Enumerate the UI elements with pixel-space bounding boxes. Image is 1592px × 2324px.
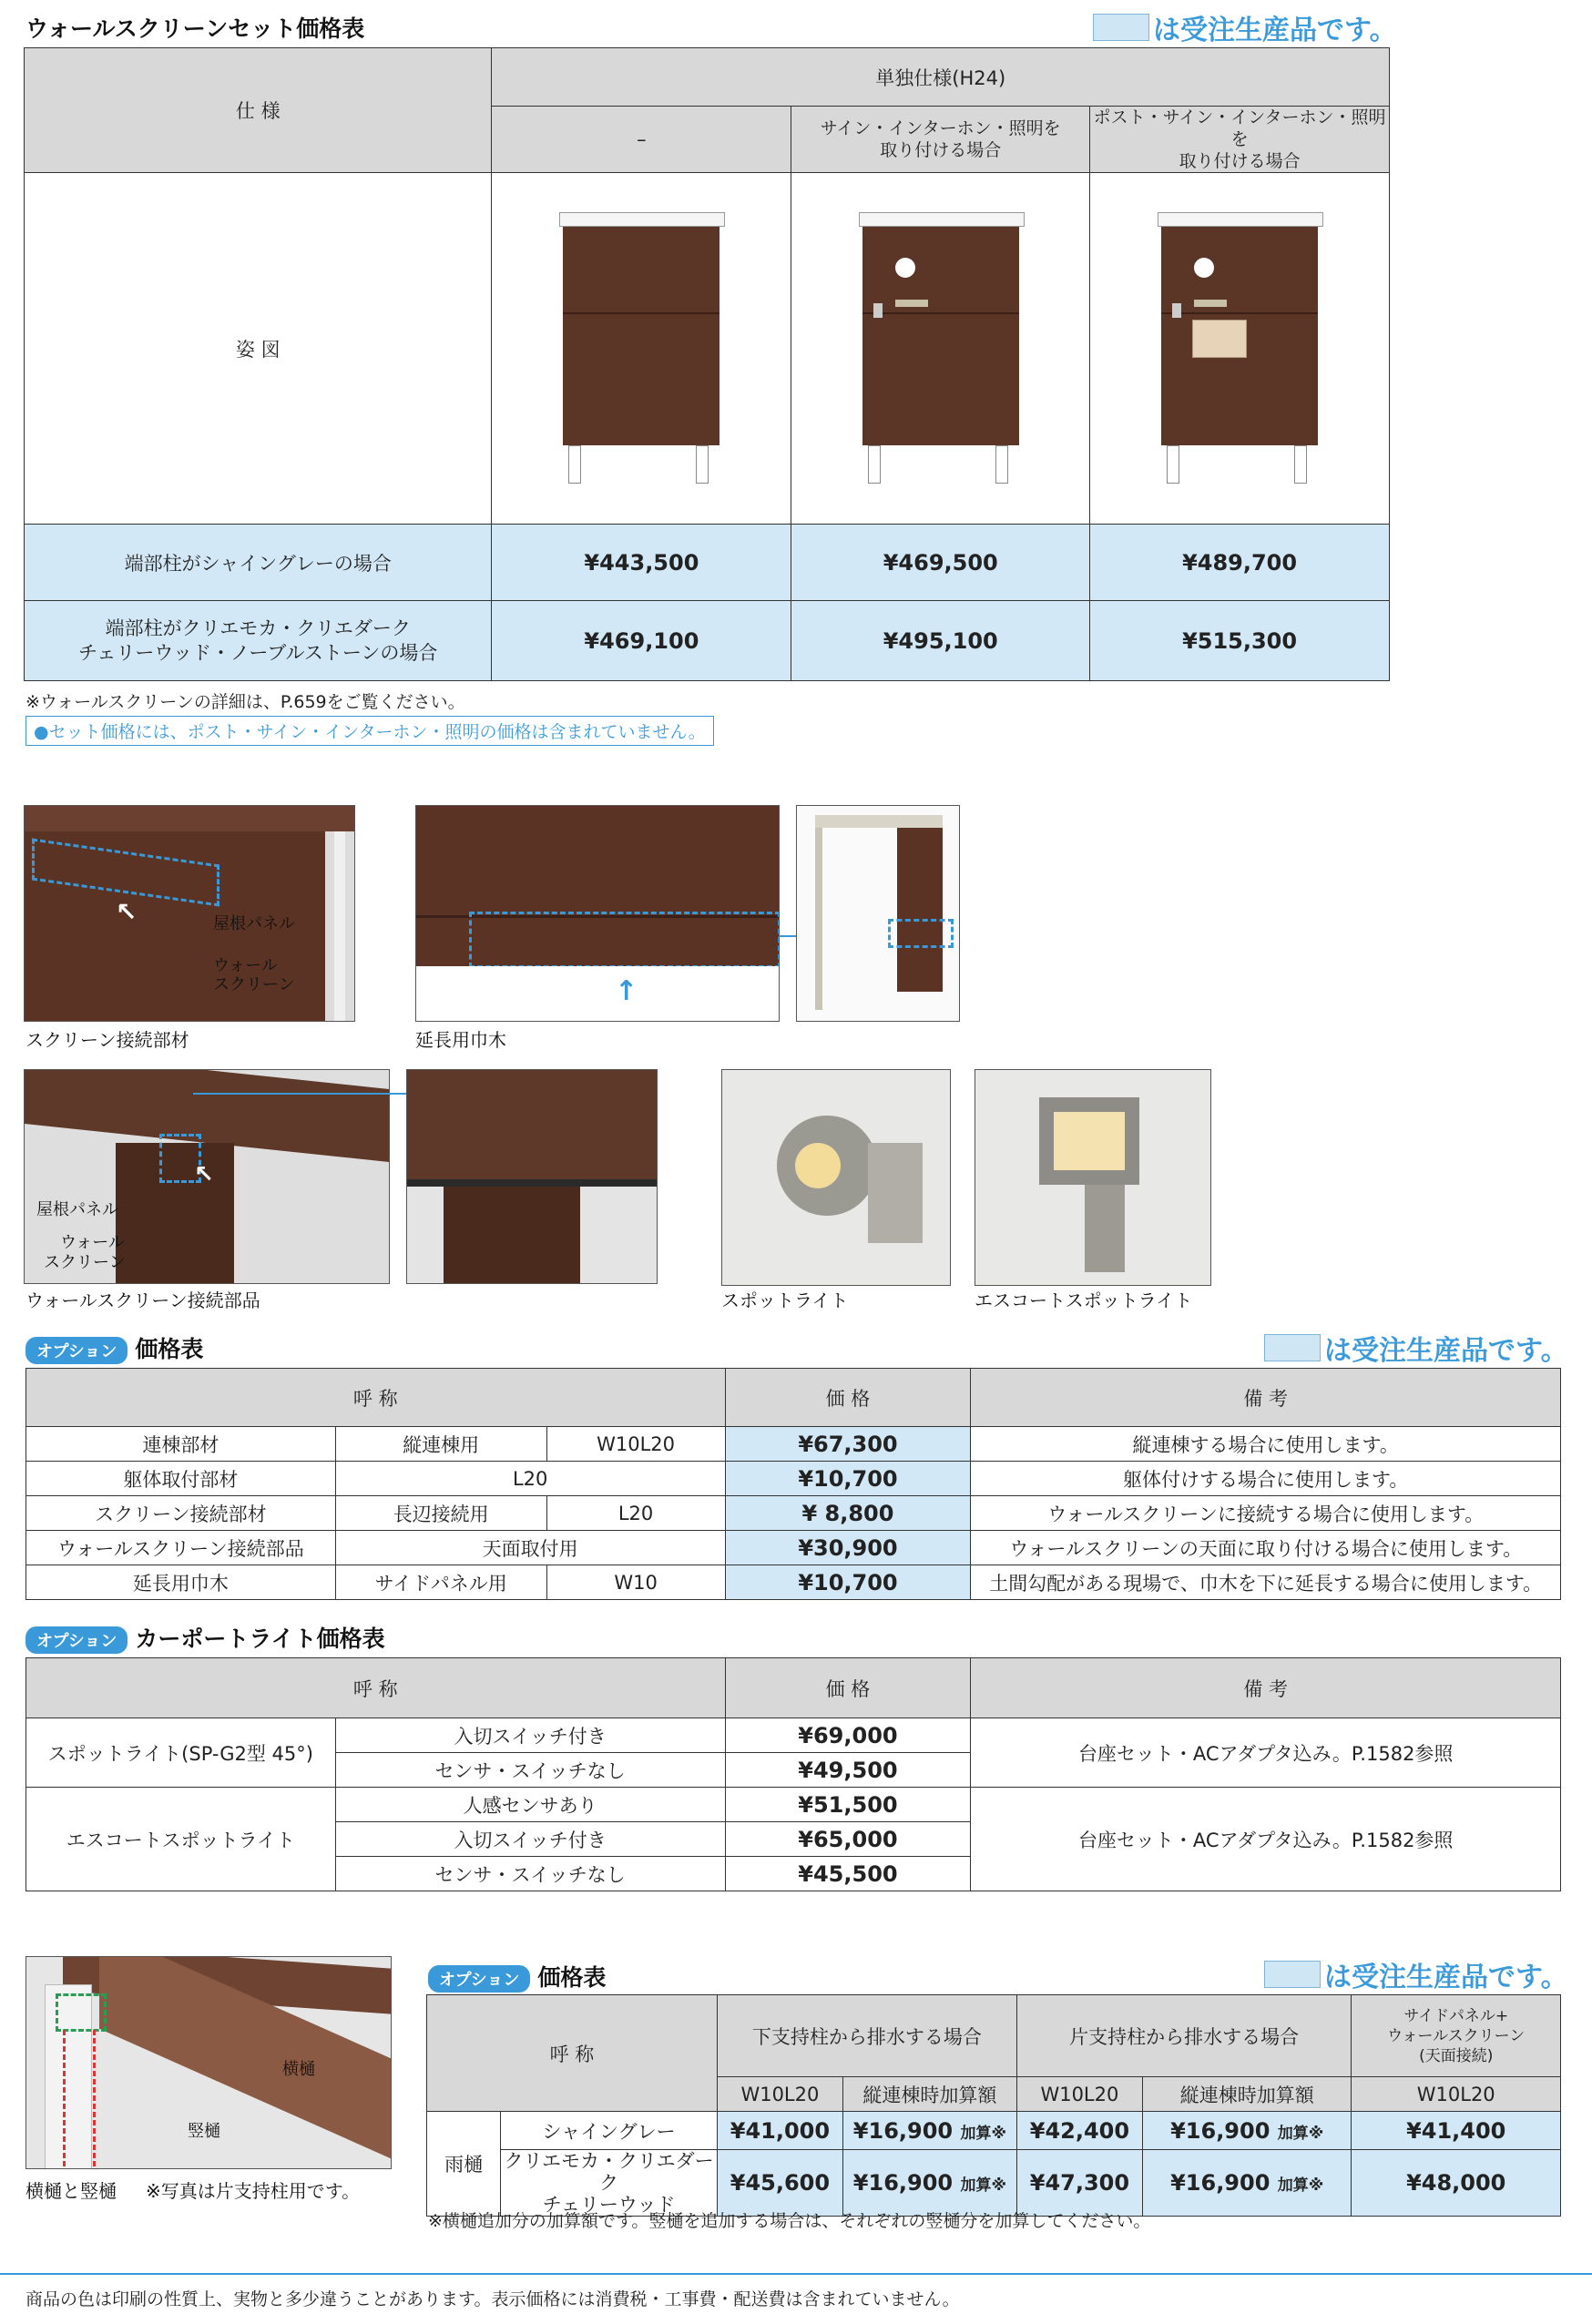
opt1-r2-remark: 躯体付けする場合に使用します。 <box>971 1462 1561 1496</box>
opt1-r3-a: スクリーン接続部材 <box>26 1496 336 1531</box>
row2-price-3: ¥515,300 <box>1090 601 1390 681</box>
row1-v2-suffix: 加算※ <box>960 2124 1006 2143</box>
spotlight-lens <box>795 1143 841 1188</box>
opt1-r1-price: ¥67,300 <box>725 1427 971 1462</box>
row2-label-line2: チェリーウッド・ノーブルストーンの場合 <box>78 641 438 664</box>
opt1-r4-a: ウォールスクリーン接続部品 <box>26 1531 336 1565</box>
set-note-1: ※ウォールスクリーンの詳細は、P.659をご覧ください。 <box>26 692 465 712</box>
sub-w-2: W10L20 <box>1016 2077 1142 2112</box>
h-panel-line2: ウォールスクリーン <box>1387 2026 1526 2045</box>
made-to-order-swatch <box>1093 14 1149 41</box>
option2-title: カーポートライト価格表 <box>135 1626 385 1652</box>
row1-v4-price: ¥16,900 <box>1170 2117 1271 2144</box>
opt1-r4-b: 天面取付用 <box>335 1531 725 1565</box>
opt1-r5-c: W10 <box>546 1565 725 1600</box>
row1-price-1: ¥443,500 <box>492 525 791 601</box>
escort-r2-b: 入切スイッチ付き <box>335 1822 725 1857</box>
h-remark: 備 考 <box>971 1369 1561 1427</box>
sub-w-1: W10L20 <box>717 2077 842 2112</box>
roof-panel-detail <box>407 1070 657 1179</box>
h-panel <box>1352 1995 1561 2077</box>
h-lower: 下支持柱から排水する場合 <box>717 1995 1016 2077</box>
escort-lens <box>1054 1112 1125 1170</box>
row2-v3: ¥47,300 <box>1016 2150 1142 2217</box>
row2-v2 <box>842 2150 1016 2217</box>
screen-post-left <box>1167 445 1179 484</box>
made-to-order-text: は受注生産品です。 <box>1324 1335 1568 1367</box>
header-spec: 仕 様 <box>25 48 492 173</box>
header-col3 <box>1090 107 1390 173</box>
top-cap <box>815 815 943 828</box>
h-remark: 備 考 <box>971 1658 1561 1718</box>
option2-table <box>26 1657 1561 1891</box>
photo-escort-spotlight <box>975 1069 1211 1286</box>
made-to-order-text: は受注生産品です。 <box>1324 1962 1568 1993</box>
option3-table <box>426 1994 1561 2217</box>
h-name: 呼 称 <box>427 1995 718 2112</box>
row2-name-line2: チェリーウッド <box>542 2194 676 2216</box>
arrow-up-icon: ↖ <box>116 897 138 927</box>
arrow-up-icon: ↑ <box>615 975 638 1007</box>
opt1-r5-price: ¥10,700 <box>725 1565 971 1600</box>
light-circle-icon <box>1194 258 1214 278</box>
header-col2-line2: 取り付ける場合 <box>880 140 1002 160</box>
option-pill: オプション <box>428 1965 530 1993</box>
post <box>334 831 345 1021</box>
option-pill: オプション <box>26 1626 128 1654</box>
sub-w-3: W10L20 <box>1352 2077 1561 2112</box>
sign-plate-icon <box>895 300 928 307</box>
escort-name: エスコートスポットライト <box>26 1788 336 1891</box>
p4-caption: スポットライト <box>721 1289 849 1311</box>
h-panel-line1: サイドパネル+ <box>1403 2006 1509 2025</box>
p1-label-wall1: ウォール <box>213 956 278 975</box>
row1-name: シャイングレー <box>501 2112 718 2150</box>
label-horizontal-gutter: 横樋 <box>282 2060 315 2079</box>
roof-panel <box>25 806 354 831</box>
header-col3-line1: ポスト・サイン・インターホン・照明を <box>1093 107 1386 149</box>
h-name: 呼 称 <box>26 1369 726 1427</box>
opt1-r3-c: L20 <box>546 1496 725 1531</box>
row1-price-2: ¥469,500 <box>791 525 1090 601</box>
row1-price-3: ¥489,700 <box>1090 525 1390 601</box>
row1-v3: ¥42,400 <box>1016 2112 1142 2150</box>
h-panel-line3: (天面接続) <box>1419 2046 1494 2065</box>
opt1-r4-price: ¥30,900 <box>725 1531 971 1565</box>
h-price: 価 格 <box>725 1369 971 1427</box>
row2-name-line1: クリエモカ・クリエダーク <box>504 2150 714 2194</box>
screen-seam <box>862 312 1019 314</box>
escort-r2-price: ¥65,000 <box>725 1822 971 1857</box>
opt1-r2-b: L20 <box>335 1462 725 1496</box>
p1-label-wall2: スクリーン <box>213 975 295 994</box>
spot-name: スポットライト(SP-G2型 45°) <box>26 1718 336 1788</box>
option1-table <box>26 1368 1561 1600</box>
option3-title: 価格表 <box>537 1964 607 1991</box>
photo-wall-screen-connector-detail <box>406 1069 658 1284</box>
row1-label: 端部柱がシャイングレーの場合 <box>25 525 492 601</box>
screen-top-cap <box>1158 212 1323 227</box>
post <box>815 828 822 1010</box>
gutter-caption: 横樋と竪樋 <box>26 2180 117 2202</box>
opt1-r5-remark: 土間勾配がある現場で、巾木を下に延長する場合に使用します。 <box>971 1565 1561 1600</box>
spot-r2-b: センサ・スイッチなし <box>335 1753 725 1788</box>
p5-caption: エスコートスポットライト <box>975 1289 1193 1311</box>
spot-r1-price: ¥69,000 <box>725 1718 971 1753</box>
escort-r3-b: センサ・スイッチなし <box>335 1857 725 1891</box>
screen-post-left <box>568 445 581 484</box>
set-price-table <box>24 47 1390 681</box>
sub-add-2: 縦連棟時加算額 <box>1142 2077 1352 2112</box>
opt1-r4-remark: ウォールスクリーンの天面に取り付ける場合に使用します。 <box>971 1531 1561 1565</box>
escort-remark: 台座セット・ACアダプタ込み。P.1582参照 <box>971 1788 1561 1891</box>
opt1-r1-remark: 縦連棟する場合に使用します。 <box>971 1427 1561 1462</box>
light-circle-icon <box>895 258 915 278</box>
connector-part <box>407 1179 657 1187</box>
p1-caption: スクリーン接続部材 <box>26 1029 189 1051</box>
opt1-r5-a: 延長用巾木 <box>26 1565 336 1600</box>
made-to-order-note <box>1093 7 1397 47</box>
screen-panel <box>563 227 719 445</box>
opt1-r2-a: 躯体取付部材 <box>26 1462 336 1496</box>
header-col2 <box>791 107 1090 173</box>
mailbox-icon <box>1192 320 1247 358</box>
h-price: 価 格 <box>725 1658 971 1718</box>
opt1-r2-price: ¥10,700 <box>725 1462 971 1496</box>
intercom-icon <box>1172 303 1181 318</box>
escort-r1-price: ¥51,500 <box>725 1788 971 1822</box>
callout-line <box>193 1093 406 1095</box>
screen-seam <box>1161 312 1318 314</box>
row2-price-2: ¥495,100 <box>791 601 1090 681</box>
option3-note: ※横樋追加分の加算額です。竪樋を追加する場合は、それぞれの竪樋分を加算してください。 <box>428 2211 1151 2231</box>
figure-plain <box>492 173 791 525</box>
option1-title: 価格表 <box>135 1336 204 1362</box>
screen-top-cap <box>559 212 725 227</box>
opt1-r3-price: ¥ 8,800 <box>725 1496 971 1531</box>
row2-label <box>25 601 492 681</box>
option3-title-row <box>428 1960 606 1993</box>
option2-title-row <box>26 1621 385 1654</box>
row2-price-1: ¥469,100 <box>492 601 791 681</box>
header-group: 単独仕様(H24) <box>492 48 1390 107</box>
escort-r3-price: ¥45,500 <box>725 1857 971 1891</box>
vertical-gutter-highlight <box>63 2030 96 2166</box>
h-side: 片支持柱から排水する場合 <box>1016 1995 1352 2077</box>
figure-sign <box>791 173 1090 525</box>
row2-v5: ¥48,000 <box>1352 2150 1561 2217</box>
spotlight-base <box>868 1143 923 1243</box>
spot-remark: 台座セット・ACアダプタ込み。P.1582参照 <box>971 1718 1561 1788</box>
screen-top-cap <box>859 212 1025 227</box>
made-to-order-note <box>1264 1328 1568 1368</box>
gutter-highlight <box>56 1993 107 2032</box>
p2-caption: 延長用巾木 <box>415 1029 506 1051</box>
figure-post <box>1090 173 1390 525</box>
row2-v2-price: ¥16,900 <box>852 2170 954 2196</box>
screen-seam <box>563 312 719 314</box>
row1-v4 <box>1142 2112 1352 2150</box>
photo-screen-connector <box>24 805 355 1022</box>
highlight-dash <box>469 912 780 968</box>
p3-label-roof: 屋根パネル <box>36 1200 118 1219</box>
row-figure-label: 姿 図 <box>25 173 492 525</box>
opt1-r3-b: 長辺接続用 <box>335 1496 546 1531</box>
header-col1: – <box>492 107 791 173</box>
made-to-order-swatch <box>1264 1334 1321 1361</box>
sign-plate-icon <box>1194 300 1227 307</box>
made-to-order-swatch <box>1264 1961 1321 1988</box>
screen-post-left <box>868 445 881 484</box>
row1-v2-price: ¥16,900 <box>852 2117 954 2144</box>
screen-post-right <box>696 445 709 484</box>
opt1-r1-c: W10L20 <box>546 1427 725 1462</box>
opt1-r1-b: 縦連棟用 <box>335 1427 546 1462</box>
wall-screen-top <box>444 1187 580 1283</box>
group-gutter: 雨樋 <box>427 2112 501 2217</box>
highlight-dash <box>888 919 954 948</box>
p3-caption: ウォールスクリーン接続部品 <box>26 1289 260 1311</box>
screen-panel <box>862 227 1019 445</box>
screen-post-right <box>995 445 1008 484</box>
header-col2-line1: サイン・インターホン・照明を <box>820 118 1061 138</box>
p1-label-roof: 屋根パネル <box>213 914 295 933</box>
side-panel <box>897 828 943 992</box>
opt1-r1-a: 連棟部材 <box>26 1427 336 1462</box>
row2-v4-price: ¥16,900 <box>1170 2170 1271 2196</box>
screen-post-right <box>1294 445 1307 484</box>
gutter-photo-note: ※写真は片支持柱用です。 <box>146 2180 361 2202</box>
intercom-icon <box>873 303 883 318</box>
photo-extension-skirt-overview <box>796 805 960 1022</box>
set-price-title: ウォールスクリーンセット価格表 <box>26 15 365 42</box>
option1-title-row <box>26 1331 203 1364</box>
row2-label-line1: 端部柱がクリエモカ・クリエダーク <box>105 617 411 639</box>
p3-label-wall1: ウォール <box>60 1233 125 1252</box>
row2-v4-suffix: 加算※ <box>1277 2176 1324 2195</box>
option-pill: オプション <box>26 1337 128 1364</box>
row2-v2-suffix: 加算※ <box>960 2176 1006 2195</box>
arrow-up-icon: ↖ <box>194 1161 214 1188</box>
opt1-r5-b: サイドパネル用 <box>335 1565 546 1600</box>
photo-extension-skirt <box>415 805 780 1022</box>
row1-v5: ¥41,400 <box>1352 2112 1561 2150</box>
p3-label-wall2: スクリーン <box>44 1253 126 1272</box>
footer-note: 商品の色は印刷の性質上、実物と多少違うことがあります。表示価格には消費税・工事費・配送費は含まれていません。 <box>26 2289 960 2309</box>
escort-base <box>1085 1185 1125 1272</box>
row1-v2 <box>842 2112 1016 2150</box>
row2-v4 <box>1142 2150 1352 2217</box>
row2-v1: ¥45,600 <box>717 2150 842 2217</box>
h-name: 呼 称 <box>26 1658 726 1718</box>
escort-r1-b: 人感センサあり <box>335 1788 725 1822</box>
spot-r1-b: 入切スイッチ付き <box>335 1718 725 1753</box>
sub-add-1: 縦連棟時加算額 <box>842 2077 1016 2112</box>
row1-v4-suffix: 加算※ <box>1277 2124 1324 2143</box>
made-to-order-note <box>1264 1954 1568 1994</box>
header-col3-line2: 取り付ける場合 <box>1179 151 1301 171</box>
footer-divider <box>0 2273 1592 2275</box>
row1-v1: ¥41,000 <box>717 2112 842 2150</box>
ground <box>416 966 779 1021</box>
label-vertical-gutter: 竪樋 <box>188 2122 220 2141</box>
opt1-r3-remark: ウォールスクリーンに接続する場合に使用します。 <box>971 1496 1561 1531</box>
set-note-2: ●セット価格には、ポスト・サイン・インターホン・照明の価格は含まれていません。 <box>26 716 714 746</box>
row2-name <box>501 2150 718 2217</box>
spot-r2-price: ¥49,500 <box>725 1753 971 1788</box>
made-to-order-text: は受注生産品です。 <box>1153 15 1397 46</box>
photo-spotlight <box>721 1069 951 1286</box>
